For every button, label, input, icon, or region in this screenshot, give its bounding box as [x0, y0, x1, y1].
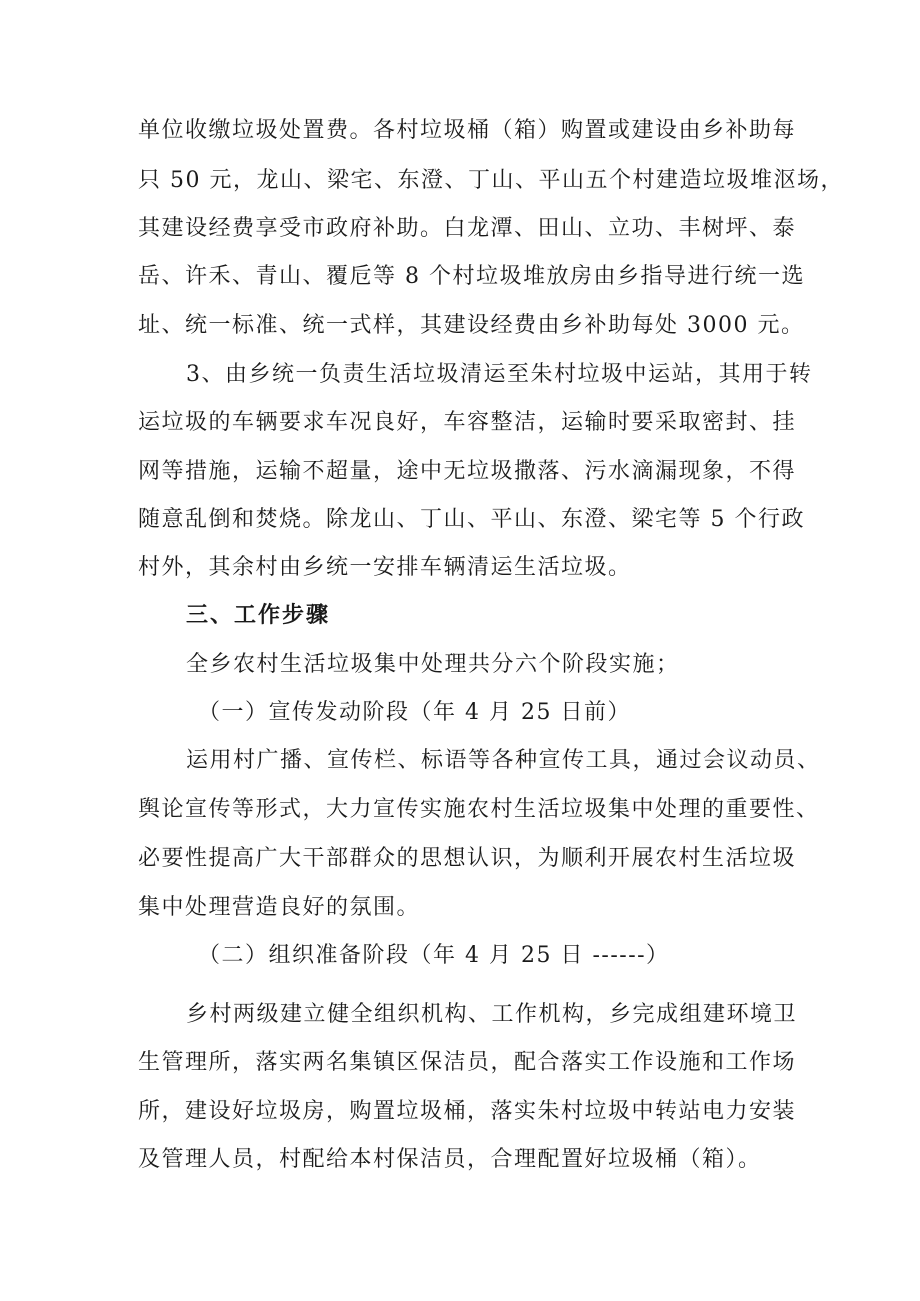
- paragraph-line: 必要性提高广大干部群众的思想认识，为顺利开展农村生活垃圾: [138, 846, 797, 871]
- paragraph-line: 舆论宣传等形式，大力宣传实施农村生活垃圾集中处理的重要性、: [138, 797, 820, 822]
- paragraph-line: 3、由乡统一负责生活垃圾清运至朱村垃圾中运站，其用于转: [186, 362, 813, 387]
- subsection-heading: （一）宣传发动阶段（年 4 月 25 日前）: [198, 700, 631, 725]
- subsection-heading: （二）组织准备阶段（年 4 月 25 日 ------）: [198, 943, 670, 968]
- paragraph-line: 运用村广播、宣传栏、标语等各种宣传工具，通过会议动员、: [186, 748, 821, 773]
- paragraph-line: 单位收缴垃圾处置费。各村垃圾桶（箱）购置或建设由乡补助每: [138, 118, 797, 143]
- paragraph-line: 其建设经费享受市政府补助。白龙潭、田山、立功、丰树坪、泰: [138, 216, 797, 241]
- paragraph-line: 所，建设好垃圾房，购置垃圾桶，落实朱村垃圾中转站电力安装: [138, 1099, 797, 1124]
- paragraph-line: 全乡农村生活垃圾集中处理共分六个阶段实施；: [186, 652, 680, 677]
- paragraph-line: 岳、许禾、青山、覆卮等 8 个村垃圾堆放房由乡指导进行统一选: [138, 264, 805, 289]
- paragraph-line: 集中处理营造良好的氛围。: [138, 895, 421, 920]
- paragraph-line: 运垃圾的车辆要求车况良好，车容整洁，运输时要采取密封、挂: [138, 410, 797, 435]
- section-heading: 三、工作步骤: [186, 603, 331, 628]
- paragraph-line: 生管理所，落实两名集镇区保洁员，配合落实工作设施和工作场: [138, 1050, 797, 1075]
- paragraph-line: 随意乱倒和焚烧。除龙山、丁山、平山、东澄、梁宅等 5 个行政: [138, 507, 805, 532]
- paragraph-line: 乡村两级建立健全组织机构、工作机构，乡完成组建环境卫: [186, 1002, 798, 1027]
- paragraph-line: 只 50 元，龙山、梁宅、东澄、丁山、平山五个村建造垃圾堆沤场，: [138, 168, 844, 193]
- paragraph-line: 网等措施，运输不超量，途中无垃圾撒落、污水滴漏现象，不得: [138, 459, 797, 484]
- paragraph-line: 及管理人员，村配给本村保洁员，合理配置好垃圾桶（箱）。: [138, 1147, 762, 1172]
- paragraph-line: 址、统一标准、统一式样，其建设经费由乡补助每处 3000 元。: [138, 313, 805, 338]
- paragraph-line: 村外，其余村由乡统一安排车辆清运生活垃圾。: [138, 555, 632, 580]
